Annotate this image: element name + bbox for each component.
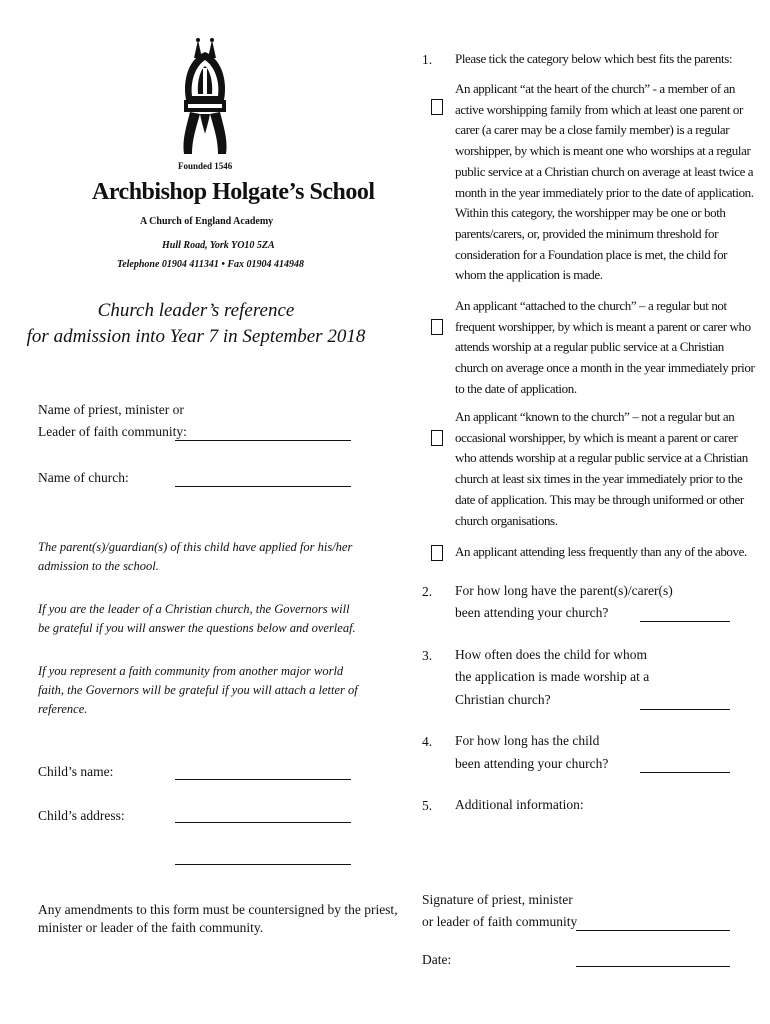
category-attached-text: An applicant “attached to the church” – a regular but not frequent worshipper, by which is meant a parent or carer who attends worship at a regular public service at a Christian church on average once a month in the year immediately prior to the date of application. (455, 298, 755, 396)
school-crest-logo (180, 38, 230, 156)
category-heart-checkbox[interactable] (431, 99, 443, 115)
category-less-frequent-checkbox[interactable] (431, 545, 443, 561)
question-4-answer-field[interactable] (640, 772, 730, 773)
question-3-line1: How often does the child for whom (455, 647, 647, 662)
question-2-number: 2. (422, 584, 433, 599)
signature-field[interactable] (576, 930, 730, 931)
form-title-line2: for admission into Year 7 in September 2018 (26, 326, 366, 347)
category-heart-text: An applicant “at the heart of the church” - a member of an active worshipping family from which at least one parent or carer (a carer may be a close family member) is a regular worshipper, by which is meant one who worships at a regular public service at a Christian church on average at least twice a month in the year immediately prior to the date of application. Within this category, the worshipper may be one or both parents/carers, or, provided the minimum threshold for consideration for a Foundation place is met, the child for whom the application is made. (455, 81, 754, 283)
question-3-answer-field[interactable] (640, 709, 730, 710)
academy-text: A Church of England Academy (140, 216, 274, 227)
child-name-field[interactable] (175, 779, 351, 780)
question-3-number: 3. (422, 648, 433, 663)
note-other-faith: If you represent a faith community from another major world faith, the Governors will be grateful if you will attach a letter of reference. (38, 664, 358, 716)
school-name: Archbishop Holgate’s School (92, 179, 375, 205)
child-address-field-2[interactable] (175, 864, 351, 865)
church-name-label: Name of church: (38, 470, 129, 485)
signature-label-line1: Signature of priest, minister (422, 892, 573, 907)
question-4-line1: For how long has the child (455, 733, 600, 748)
founded-text: Founded 1546 (178, 161, 233, 171)
amendment-note-line2: minister or leader of the faith community. (38, 920, 264, 935)
note-christian-leader: If you are the leader of a Christian church, the Governors will be grateful if you will answer the questions below and overleaf. (38, 602, 356, 635)
date-field[interactable] (576, 966, 730, 967)
date-label: Date: (422, 952, 452, 967)
school-address: Hull Road, York YO10 5ZA (162, 240, 275, 251)
category-known-text: An applicant “known to the church” – not a regular but an occasional worshipper, by which is meant a parent or carer who attends worship at a regular public service at a Christian church at least six times in the year immediately prior to the date of application. This may be through uniformed or other church organisations. (455, 409, 748, 528)
amendment-note-line1: Any amendments to this form must be countersigned by the priest, (38, 902, 398, 917)
question-2-line2: been attending your church? (455, 605, 609, 620)
category-known-checkbox[interactable] (431, 430, 443, 446)
category-less-frequent-text: An applicant attending less frequently than any of the above. (455, 544, 747, 559)
child-address-label: Child’s address: (38, 808, 125, 823)
question-5-number: 5. (422, 798, 433, 813)
question-3-line2: the application is made worship at a (455, 669, 650, 684)
note-applied: The parent(s)/guardian(s) of this child have applied for his/her admission to the school. (38, 540, 353, 573)
priest-name-label-line2: Leader of faith community: (38, 424, 187, 439)
question-3-line3: Christian church? (455, 692, 551, 707)
signature-label-line2: or leader of faith community (422, 914, 578, 929)
child-address-field-1[interactable] (175, 822, 351, 823)
priest-name-field[interactable] (175, 440, 351, 441)
priest-name-label-line1: Name of priest, minister or (38, 402, 184, 417)
question-1-number: 1. (422, 52, 433, 67)
question-2-answer-field[interactable] (640, 621, 730, 622)
form-title-line1: Church leader’s reference (97, 300, 295, 321)
category-attached-checkbox[interactable] (431, 319, 443, 335)
question-4-number: 4. (422, 734, 433, 749)
question-4-line2: been attending your church? (455, 756, 609, 771)
church-name-field[interactable] (175, 486, 351, 487)
additional-information-field[interactable] (455, 818, 735, 878)
question-2-line1: For how long have the parent(s)/carer(s) (455, 583, 673, 598)
school-contact: Telephone 01904 411341 • Fax 01904 414948 (117, 259, 305, 270)
question-5-text: Additional information: (455, 797, 584, 812)
question-1-text: Please tick the category below which best fits the parents: (455, 51, 733, 66)
child-name-label: Child’s name: (38, 764, 114, 779)
